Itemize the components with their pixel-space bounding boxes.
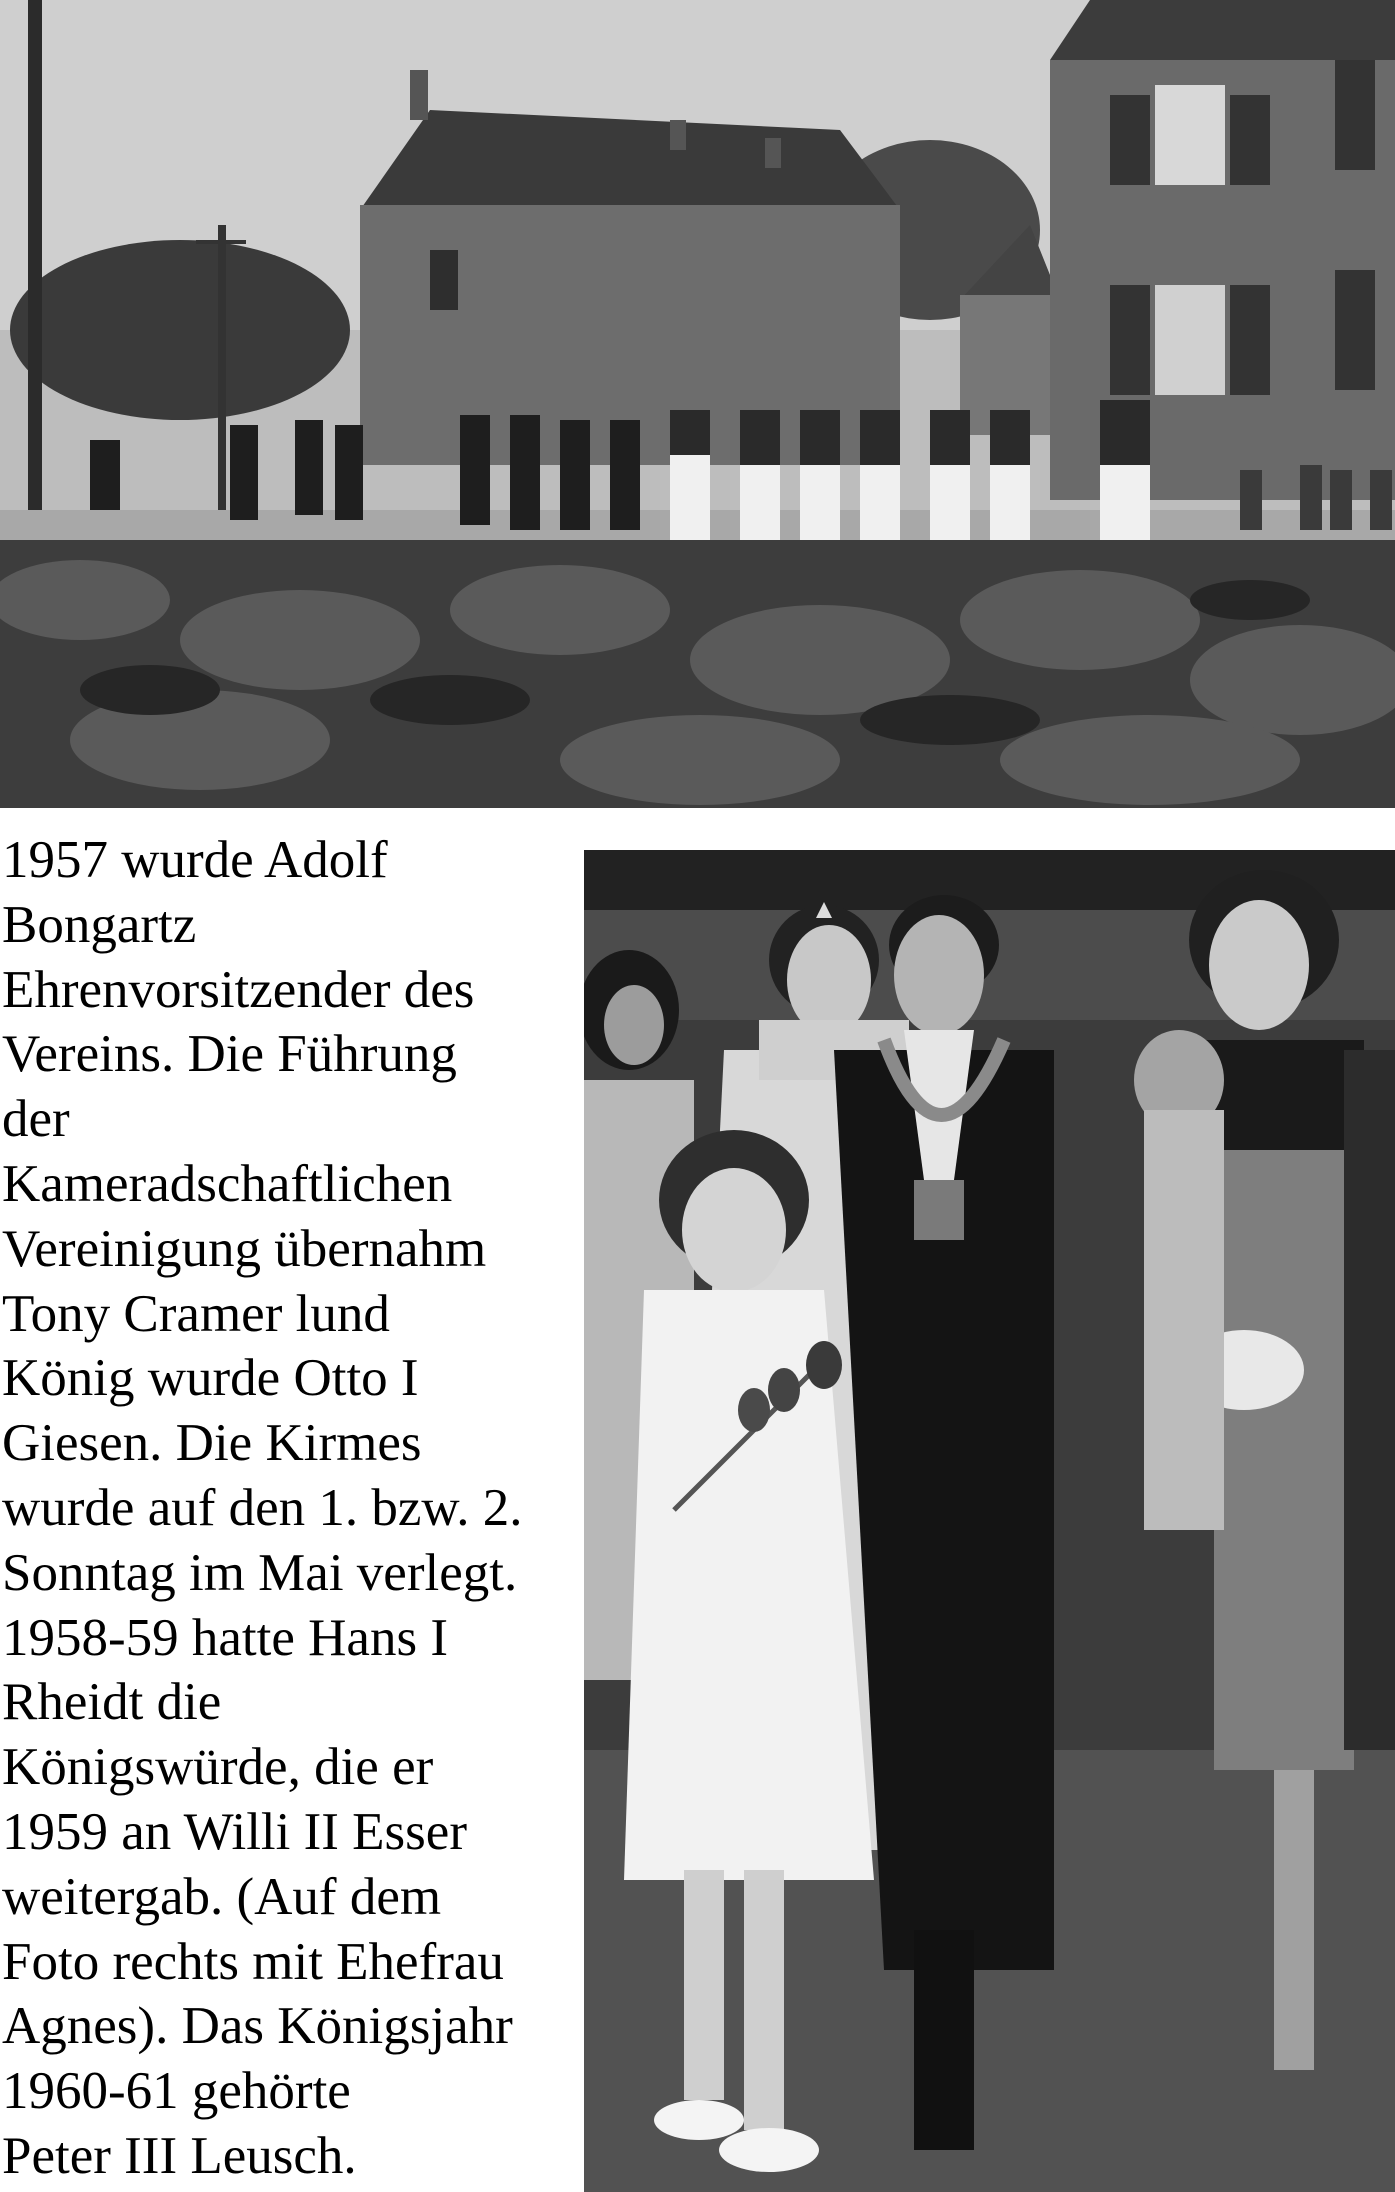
procession-photo-drawing bbox=[0, 0, 1395, 808]
caption-line: weitergab. (Auf dem bbox=[2, 1867, 442, 1926]
caption-line: König wurde Otto I bbox=[2, 1349, 419, 1408]
caption-text bbox=[2, 828, 580, 2189]
caption-line: Tony Cramer lund bbox=[2, 1284, 390, 1343]
caption-line: 1958-59 hatte Hans I bbox=[2, 1608, 448, 1667]
caption-line: Kameradschaftlichen bbox=[2, 1154, 453, 1213]
caption-line: Foto rechts mit Ehefrau bbox=[2, 1932, 504, 1991]
caption-line: 1960-61 gehörte bbox=[2, 2062, 351, 2121]
caption-line: wurde auf den 1. bzw. 2. bbox=[2, 1478, 523, 1537]
caption-line: 1957 wurde Adolf bbox=[2, 831, 388, 889]
caption-line: Vereinigung übernahm bbox=[2, 1219, 487, 1278]
caption-line: Vereins. Die Führung bbox=[2, 1025, 457, 1084]
caption-line: 1959 an Willi II Esser bbox=[2, 1802, 467, 1861]
caption-line: Ehrenvorsitzender des bbox=[2, 960, 475, 1019]
caption-line: Sonntag im Mai verlegt. bbox=[2, 1543, 518, 1602]
caption-line: Peter III Leusch. bbox=[2, 2126, 357, 2185]
caption-line: Rheidt die bbox=[2, 1673, 222, 1732]
caption-line: Giesen. Die Kirmes bbox=[2, 1414, 422, 1473]
caption-line: Agnes). Das Königsjahr bbox=[2, 1997, 513, 2056]
procession-photo bbox=[0, 0, 1395, 808]
caption-line: Königswürde, die er bbox=[2, 1738, 434, 1797]
royal-couple-photo bbox=[584, 850, 1395, 2192]
royal-couple-photo-drawing bbox=[584, 850, 1395, 2192]
caption-line: Bongartz bbox=[2, 895, 197, 954]
caption-line: der bbox=[2, 1090, 70, 1149]
